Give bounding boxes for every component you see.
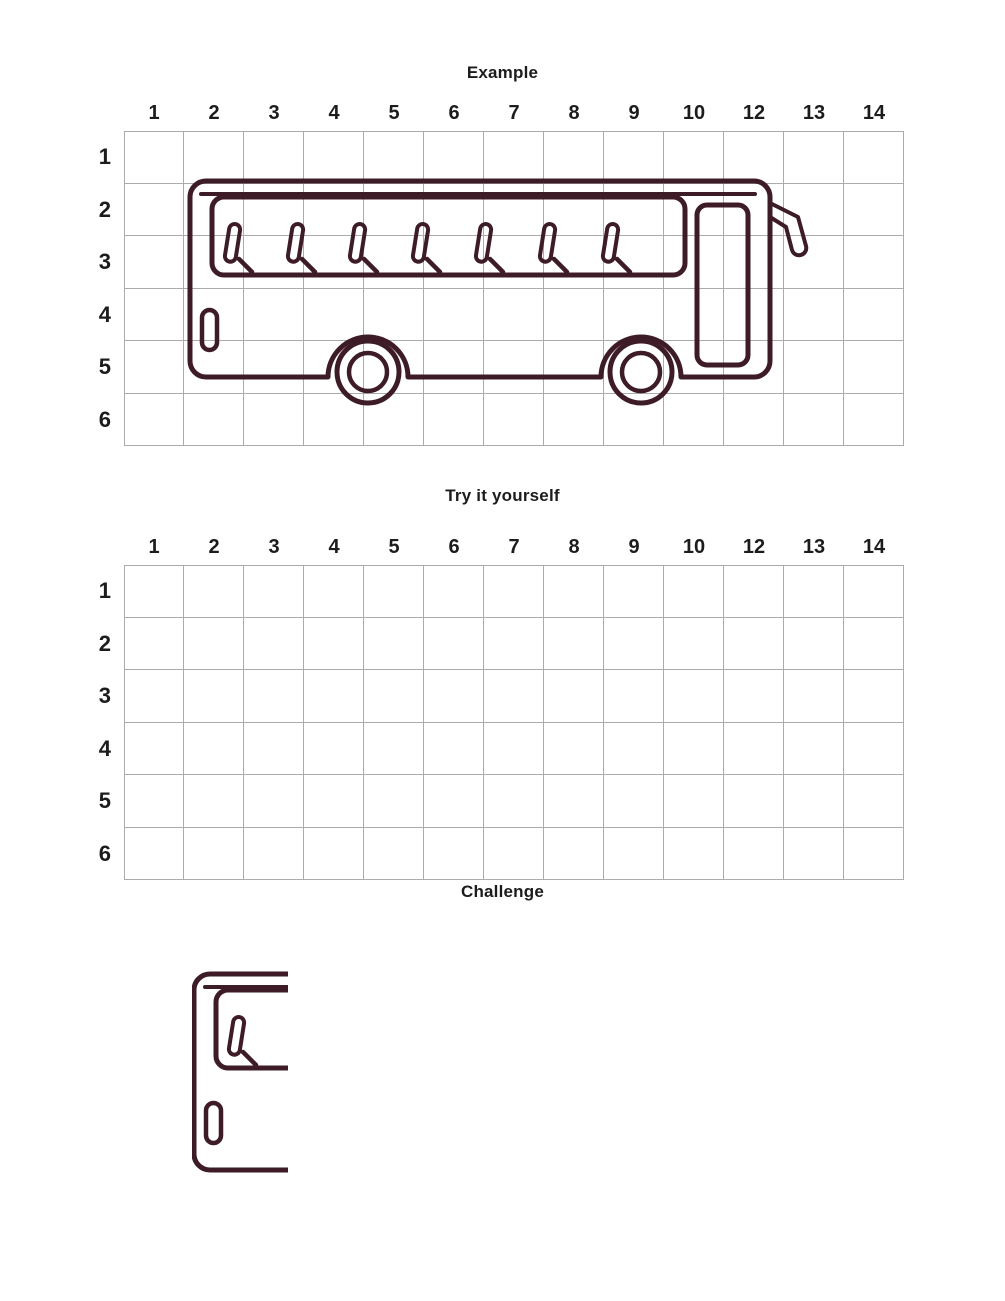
grid-cell: [184, 775, 244, 828]
grid-cell: [604, 828, 664, 881]
grid-cell: [844, 131, 904, 184]
grid-cell: [844, 828, 904, 881]
grid-cell: [124, 565, 184, 618]
grid-cell: [484, 565, 544, 618]
column-label: 14: [862, 536, 886, 558]
column-label: 9: [628, 102, 640, 124]
column-label: 13: [802, 102, 826, 124]
grid-cell: [184, 565, 244, 618]
row-label: 4: [98, 301, 111, 327]
grid-cell: [604, 565, 664, 618]
grid-cell: [304, 618, 364, 671]
grid-cell: [124, 131, 184, 184]
grid-cell: [844, 775, 904, 828]
grid-cell: [604, 775, 664, 828]
grid-cell: [844, 289, 904, 342]
grid-cell: [244, 670, 304, 723]
column-label: 12: [742, 536, 766, 558]
grid-cell: [184, 828, 244, 881]
grid-cell: [124, 236, 184, 289]
grid-cell: [844, 341, 904, 394]
column-label: 9: [628, 536, 640, 558]
grid-cell: [844, 618, 904, 671]
grid-cell: [304, 565, 364, 618]
column-label: 8: [568, 102, 580, 124]
grid-cell: [724, 565, 784, 618]
grid-cell: [784, 670, 844, 723]
grid-cell: [664, 618, 724, 671]
grid-cell: [424, 828, 484, 881]
grid-cell: [364, 618, 424, 671]
row-label: 1: [98, 578, 111, 604]
grid-cell: [424, 775, 484, 828]
row-label: 2: [98, 630, 111, 656]
bus-fragment-drawing: [192, 968, 288, 1174]
grid-cell: [124, 184, 184, 237]
row-label: 3: [98, 249, 111, 275]
grid-cell: [544, 775, 604, 828]
grid-cell: [124, 618, 184, 671]
grid-cell: [604, 670, 664, 723]
column-label: 8: [568, 536, 580, 558]
row-label: 2: [98, 196, 111, 222]
column-label: 12: [742, 102, 766, 124]
column-label: 7: [508, 102, 520, 124]
column-label: 4: [328, 102, 340, 124]
grid-cell: [424, 618, 484, 671]
grid-cell: [304, 670, 364, 723]
row-label: 6: [98, 406, 111, 432]
column-label: 10: [682, 536, 706, 558]
grid-cell: [244, 618, 304, 671]
column-label: 6: [448, 102, 460, 124]
grid-cell: [724, 828, 784, 881]
grid-cell: [844, 670, 904, 723]
grid-cell: [604, 723, 664, 776]
row-label: 5: [98, 354, 111, 380]
grid-cell: [724, 618, 784, 671]
grid-cell: [604, 618, 664, 671]
column-label: 6: [448, 536, 460, 558]
grid-cell: [244, 828, 304, 881]
grid-cell: [364, 828, 424, 881]
practice-title: Try it yourself: [445, 486, 560, 505]
grid-cell: [304, 775, 364, 828]
column-label: 10: [682, 102, 706, 124]
grid-cell: [724, 723, 784, 776]
grid-cell: [664, 775, 724, 828]
grid-cell: [784, 565, 844, 618]
grid-cell: [844, 236, 904, 289]
example-title: Example: [466, 63, 539, 82]
grid-cell: [364, 565, 424, 618]
row-label: 3: [98, 683, 111, 709]
column-label: 5: [388, 536, 400, 558]
grid-cell: [304, 723, 364, 776]
column-label: 3: [268, 536, 280, 558]
grid-cell: [124, 723, 184, 776]
grid-cell: [484, 618, 544, 671]
grid-cell: [424, 723, 484, 776]
column-label: 1: [148, 102, 160, 124]
grid-cell: [844, 184, 904, 237]
practice-grid: [60, 530, 904, 880]
column-label: 1: [148, 536, 160, 558]
column-label: 13: [802, 536, 826, 558]
grid-cell: [784, 828, 844, 881]
grid-cell: [664, 670, 724, 723]
grid-cell: [184, 618, 244, 671]
grid-cell: [544, 565, 604, 618]
grid-cell: [484, 723, 544, 776]
row-label: 4: [98, 735, 111, 761]
grid-corner: [60, 96, 124, 131]
grid-cell: [184, 723, 244, 776]
grid-cell: [784, 775, 844, 828]
column-label: 2: [208, 102, 220, 124]
grid-cell: [784, 723, 844, 776]
row-label: 6: [98, 840, 111, 866]
grid-cell: [544, 723, 604, 776]
grid-cell: [124, 289, 184, 342]
grid-cell: [844, 565, 904, 618]
bus-drawing: [185, 172, 825, 412]
column-label: 4: [328, 536, 340, 558]
grid-cell: [124, 828, 184, 881]
grid-cell: [784, 618, 844, 671]
grid-cell: [304, 828, 364, 881]
grid-cell: [244, 565, 304, 618]
grid-cell: [364, 723, 424, 776]
grid-cell: [484, 828, 544, 881]
column-label: 5: [388, 102, 400, 124]
row-label: 1: [98, 144, 111, 170]
grid-cell: [244, 775, 304, 828]
challenge-title: Challenge: [460, 882, 545, 901]
grid-corner: [60, 530, 124, 565]
grid-cell: [844, 394, 904, 447]
grid-cell: [544, 828, 604, 881]
grid-cell: [124, 341, 184, 394]
grid-cell: [364, 775, 424, 828]
column-label: 2: [208, 536, 220, 558]
grid-cell: [544, 670, 604, 723]
grid-cell: [544, 618, 604, 671]
grid-cell: [424, 670, 484, 723]
column-label: 3: [268, 102, 280, 124]
column-label: 14: [862, 102, 886, 124]
grid-cell: [184, 670, 244, 723]
grid-cell: [664, 828, 724, 881]
grid-cell: [424, 565, 484, 618]
grid-cell: [244, 723, 304, 776]
grid-cell: [664, 565, 724, 618]
grid-cell: [124, 670, 184, 723]
grid-cell: [124, 775, 184, 828]
grid-cell: [664, 723, 724, 776]
column-label: 7: [508, 536, 520, 558]
grid-cell: [724, 775, 784, 828]
grid-cell: [364, 670, 424, 723]
grid-cell: [844, 723, 904, 776]
grid-cell: [724, 670, 784, 723]
grid-cell: [484, 775, 544, 828]
grid-cell: [124, 394, 184, 447]
row-label: 5: [98, 788, 111, 814]
grid-cell: [484, 670, 544, 723]
